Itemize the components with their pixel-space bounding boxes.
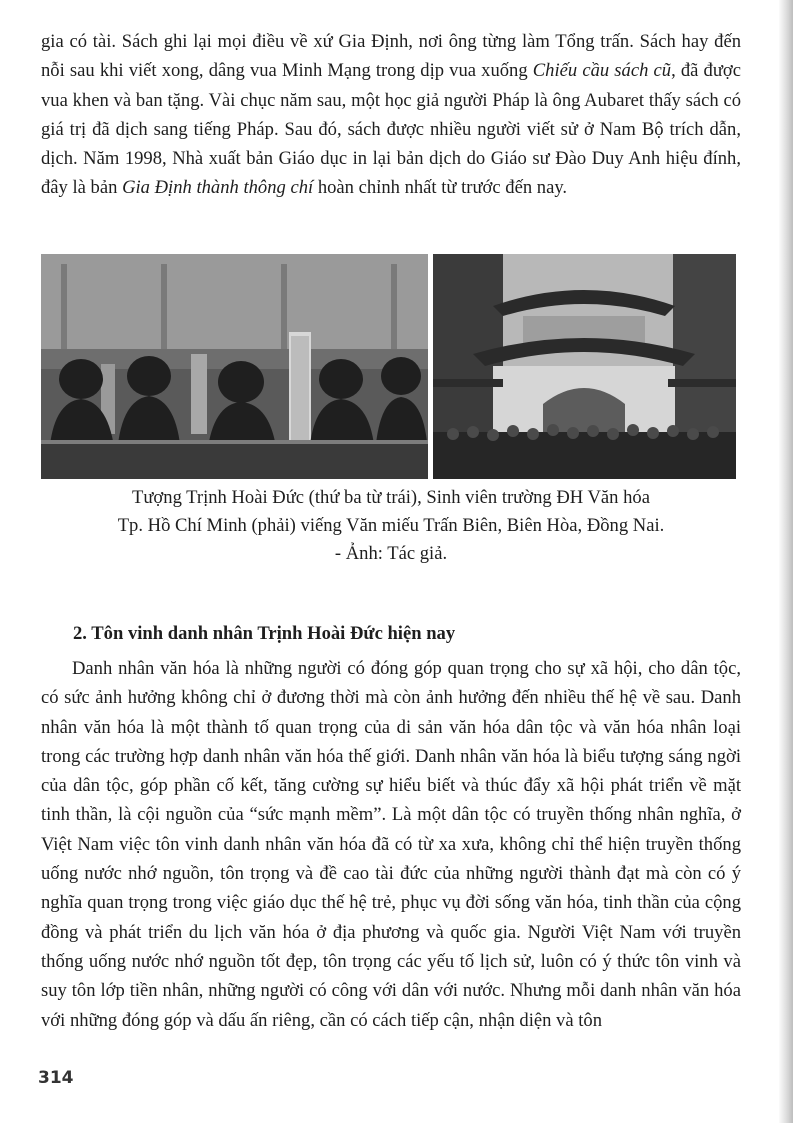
- italic-title: Gia Định thành thông chí: [122, 177, 314, 199]
- section-paragraph: Danh nhân văn hóa là những người có đóng góp quan trọng cho sự xã hội, cho dân tộc, có sức ảnh hưởng không chỉ ở đương thời mà còn ảnh hưởng đến nhiều thế hệ về sau. Danh nhân văn hóa là một thành tố quan trọng của di sản văn hóa dân tộc và văn hóa nhân loại trong các trường hợp danh nhân văn hóa thế giới. Danh nhân văn hóa là biểu tượng sáng ngời của dân tộc, góp phần cố kết, tăng cường sự hiểu biết và thúc đẩy xã hội phát triển về mặt tinh thần, là cội nguồn của “sức mạnh mềm”. Là một dân tộc có truyền thống nhân nghĩa, ở Việt Nam việc tôn vinh danh nhân văn hóa đã có từ xa xưa, không chỉ thể hiện truyền thống uống nước nhớ nguồn, tôn trọng và đề cao tài đức của những người thành đạt mà còn có ý nghĩa quan trọng trong việc giáo dục thế hệ trẻ, phục vụ đời sống văn hóa, tinh thần của cộng đồng và phát triển du lịch văn hóa ở địa phương và quốc gia. Người Việt Nam với truyền thống uống nước nhớ nguồn tốt đẹp, tôn trọng các yếu tố lịch sử, luôn có ý thức tôn vinh và suy tôn lớp tiền nhân, những người có công với dân với nước. Nhưng mỗi danh nhân văn hóa với những đóng góp và dấu ấn riêng, cần có cách tiếp cận, nhận diện và tôn: [41, 658, 741, 1031]
- page-edge-shadow: [779, 0, 793, 1123]
- figure-caption-line-2: Tp. Hồ Chí Minh (phải) viếng Văn miếu Trấn Biên, Biên Hòa, Đồng Nai.: [117, 515, 665, 536]
- italic-title: Chiếu cầu sách cũ: [532, 60, 672, 82]
- paragraph-text: , đã được vua khen và ban tặng. Vài chục năm sau, một học giả người Pháp là ông Aubaret thấy sách có giá trị đã dịch sang tiếng Pháp. Sau đó, sách được nhiều người viết sử ở Nam Bộ trích dẫn, dịch. Năm 1998, Nhà xuất bản Giáo dục in lại bản dịch do Giáo sư Đào Duy Anh hiệu đính, đây là bản: [41, 60, 741, 199]
- figure-caption-line-1: Tượng Trịnh Hoài Đức (thứ ba từ trái), Sinh viên trường ĐH Văn hóa: [132, 487, 650, 508]
- page-number: 314: [38, 1068, 74, 1088]
- temple-gate-photo: [433, 254, 736, 479]
- section-heading: 2. Tôn vinh danh nhân Trịnh Hoài Đức hiện nay: [73, 623, 456, 644]
- statue-photo: [41, 254, 428, 479]
- paragraph-intro: [41, 27, 741, 203]
- paragraph-text: gia có tài. Sách ghi lại mọi điều về xứ Gia Định, nơi ông từng làm Tổng trấn. Sách hay đến nỗi sau khi viết xong, dâng vua Minh Mạng trong dịp vua xuống: [41, 31, 741, 82]
- paragraph-text: hoàn chỉnh nhất từ trước đến nay.: [313, 177, 568, 199]
- figure-caption-credit: - Ảnh: Tác giả.: [334, 543, 448, 564]
